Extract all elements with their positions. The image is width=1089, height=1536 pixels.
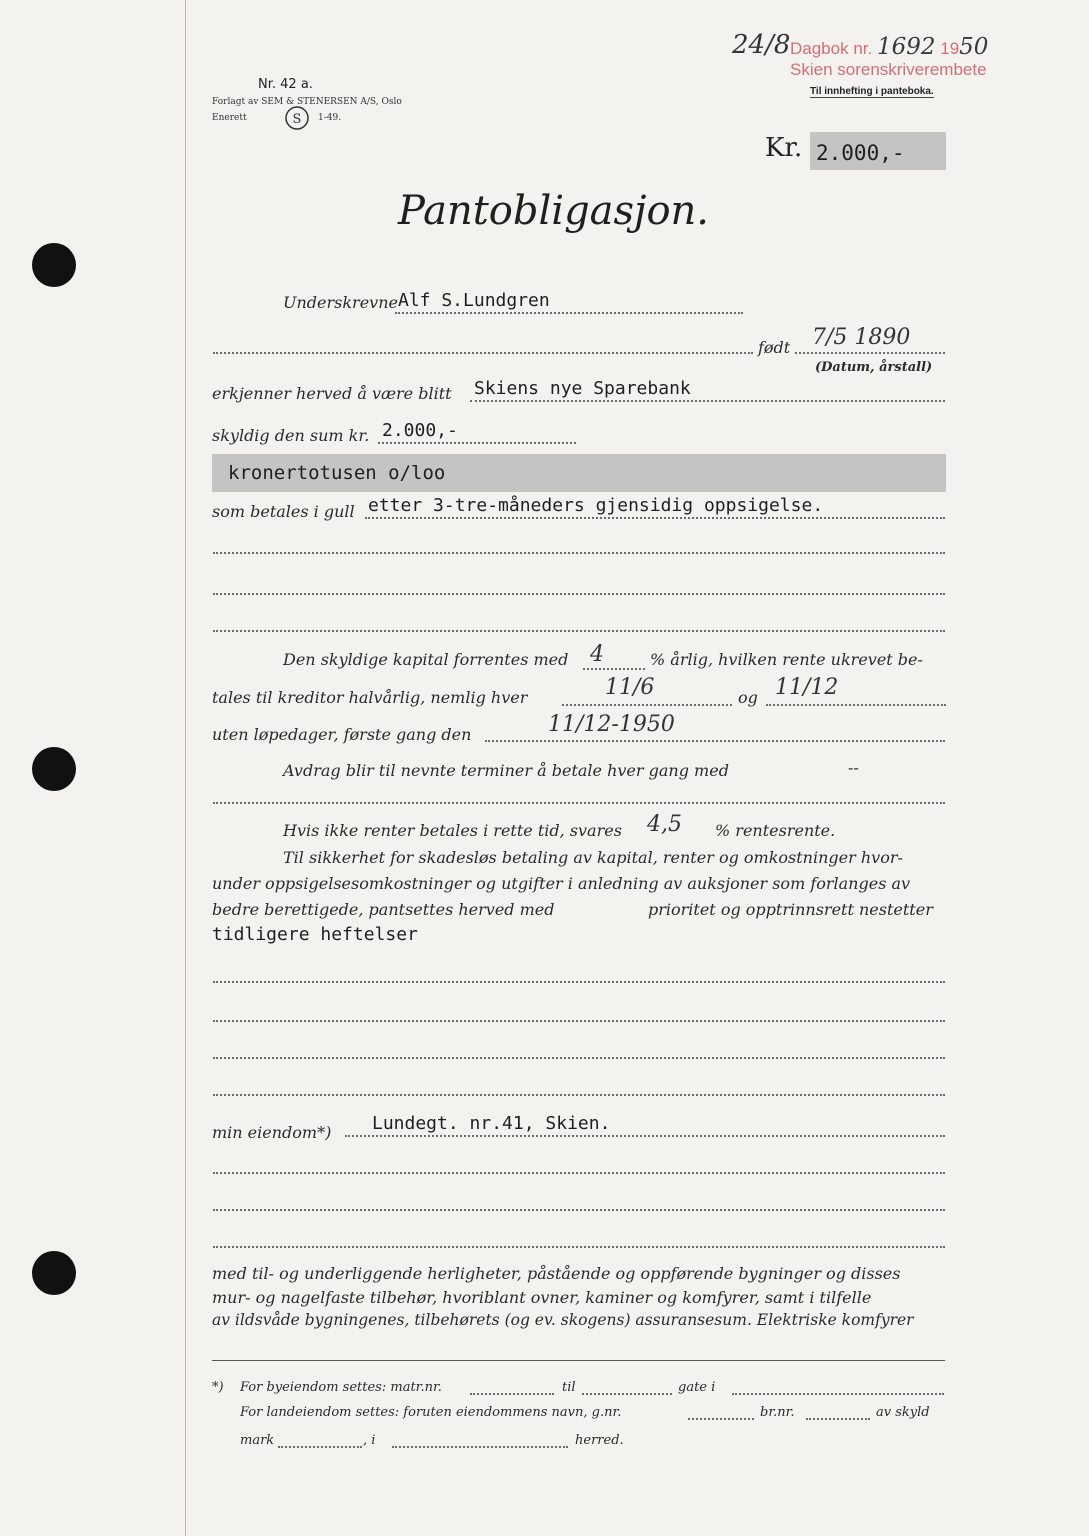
stamp-date-handwritten: 24/8 [732, 30, 791, 60]
footnote-mark: *) [212, 1380, 224, 1395]
footnote-l2-a: For landeiendom settes: foruten eiendommens navn, g.nr. [240, 1405, 622, 1420]
publisher-date: 1-49. [318, 113, 342, 123]
interest-date1-line [562, 704, 732, 706]
appurtenances-line2: mur- og nagelfaste tilbehør, hvoriblant ovner, kaminer og komfyrer, samt i tilfelle [212, 1288, 872, 1307]
punch-hole-middle [32, 747, 76, 791]
footnote-l1-line-c [732, 1393, 944, 1395]
footnote-l2-b: br.nr. [760, 1405, 795, 1420]
payment-line [365, 517, 945, 519]
journal-number: 1692 [876, 34, 936, 60]
interest-line1-b: % årlig, hvilken rente ukrevet be- [650, 650, 923, 669]
property-value: Lundegt. nr.41, Skien. [372, 1113, 611, 1134]
margin-rule [185, 0, 186, 1536]
punch-hole-bottom [32, 1251, 76, 1295]
priority-value: tidligere heftelser [212, 924, 418, 945]
born-label: født [758, 338, 791, 357]
blank-line-5 [213, 1020, 945, 1022]
amount-value: 2.000,- [816, 141, 905, 165]
installment-line [213, 802, 945, 804]
punch-hole-top [32, 243, 76, 287]
footnote-l2-line-a [688, 1418, 754, 1420]
security-line3-a: bedre berettigede, pantsettes herved med [212, 900, 555, 919]
interest-rate-line [583, 668, 645, 670]
footnote-l3-a: mark [240, 1433, 275, 1448]
footnote-l3-c: herred. [575, 1433, 624, 1448]
blank-line-4 [213, 981, 945, 983]
sum-line [378, 442, 576, 444]
amount-label: Kr. [765, 133, 803, 163]
interest-date1: 11/6 [605, 675, 655, 700]
footnote-l1-line-a [470, 1393, 554, 1395]
footnote-l1-line-b [582, 1393, 672, 1395]
interest-line3-a: uten løpedager, første gang den [212, 725, 472, 744]
stamp-office: Skien sorenskriverembete [790, 60, 987, 79]
born-line [795, 352, 945, 354]
interest-line1-a: Den skyldige kapital forrentes med [283, 650, 569, 669]
sum-label: skyldig den sum kr. [212, 426, 370, 445]
blank-line-10 [213, 1246, 945, 1248]
blank-line-1 [213, 552, 945, 554]
svg-text:S: S [292, 112, 302, 127]
publisher-logo-icon [284, 105, 310, 131]
appurtenances-line3: av ildsvåde bygningenes, tilbehørets (og ev. skogens) assuransesum. Elektriske komfyrer [212, 1311, 914, 1329]
penalty-line-b: % rentesrente. [715, 821, 836, 840]
footnote-l1-c: gate i [678, 1380, 716, 1395]
interest-line2-a: tales til kreditor halvårlig, nemlig hver [212, 688, 528, 707]
undersigned-line-2 [213, 352, 753, 354]
footnote-l3-b: , i [363, 1433, 376, 1448]
property-label: min eiendom*) [212, 1123, 332, 1142]
stamp-note: Til innhefting i panteboka. [810, 86, 934, 97]
publisher-enerett: Enerett [212, 113, 247, 123]
footnote-l1-b: til [562, 1380, 576, 1395]
creditor-value: Skiens nye Sparebank [474, 378, 691, 399]
stamp-year: 50 [959, 34, 989, 60]
interest-line2-b: og [738, 688, 758, 707]
stamp-year-prefix: 19 [940, 39, 960, 58]
interest-date2-line [766, 704, 946, 706]
undersigned-label: Underskrevne [283, 293, 398, 312]
penalty-line-a: Hvis ikke renter betales i rette tid, svares [283, 821, 622, 840]
security-line3-b: prioritet og opptrinnsrett nestetter [648, 900, 933, 919]
footnote-l2-c: av skyld [876, 1405, 930, 1420]
publisher-line: Forlagt av SEM & STENERSEN A/S, Oslo [212, 97, 402, 107]
blank-line-2 [213, 593, 945, 595]
document-title: Pantobligasjon. [398, 188, 710, 234]
undersigned-value: Alf S.Lundgren [398, 290, 550, 311]
payment-value: etter 3-tre-måneders gjensidig oppsigelse. [368, 495, 824, 516]
interest-line4-a: Avdrag blir til nevnte terminer å betale hver gang med [283, 761, 729, 780]
form-number: Nr. 42 a. [258, 77, 313, 92]
blank-line-9 [213, 1209, 945, 1211]
appurtenances-line1: med til- og underliggende herligheter, påstående og oppførende bygninger og disses [212, 1264, 901, 1283]
interest-rate: 4 [590, 642, 604, 667]
footnote-l3-line-a [278, 1446, 362, 1448]
installment-value: -- [848, 758, 859, 777]
sum-value: 2.000,- [382, 420, 458, 441]
footnote-l2-line-b [806, 1418, 870, 1420]
footnote-divider [212, 1360, 945, 1361]
first-payment-date: 11/12-1950 [548, 712, 675, 737]
stamp-journal-label: Dagbok nr. [790, 39, 873, 58]
footnote-l3-line-b [392, 1446, 568, 1448]
footnote-l1-a: For byeiendom settes: matr.nr. [240, 1380, 442, 1395]
blank-line-6 [213, 1057, 945, 1059]
security-line2: under oppsigelsesomkostninger og utgifter i anledning av auksjoner som forlanges av [212, 874, 911, 893]
undersigned-line [395, 312, 743, 314]
sum-words: kronertotusen o/loo [228, 462, 446, 484]
blank-line-7 [213, 1094, 945, 1096]
stamp-journal [790, 34, 988, 60]
property-line [345, 1135, 945, 1137]
blank-line-3 [213, 630, 945, 632]
interest-date2: 11/12 [775, 675, 839, 700]
born-hint: (Datum, årstall) [815, 360, 933, 375]
creditor-line [470, 400, 945, 402]
blank-line-8 [213, 1172, 945, 1174]
security-line1: Til sikkerhet for skadesløs betaling av kapital, renter og omkostninger hvor- [283, 848, 903, 867]
payment-label: som betales i gull [212, 502, 355, 521]
first-date-line [485, 740, 945, 742]
creditor-label: erkjenner herved å være blitt [212, 384, 452, 403]
penalty-rate: 4,5 [647, 812, 682, 837]
born-value: 7/5 1890 [812, 325, 911, 350]
